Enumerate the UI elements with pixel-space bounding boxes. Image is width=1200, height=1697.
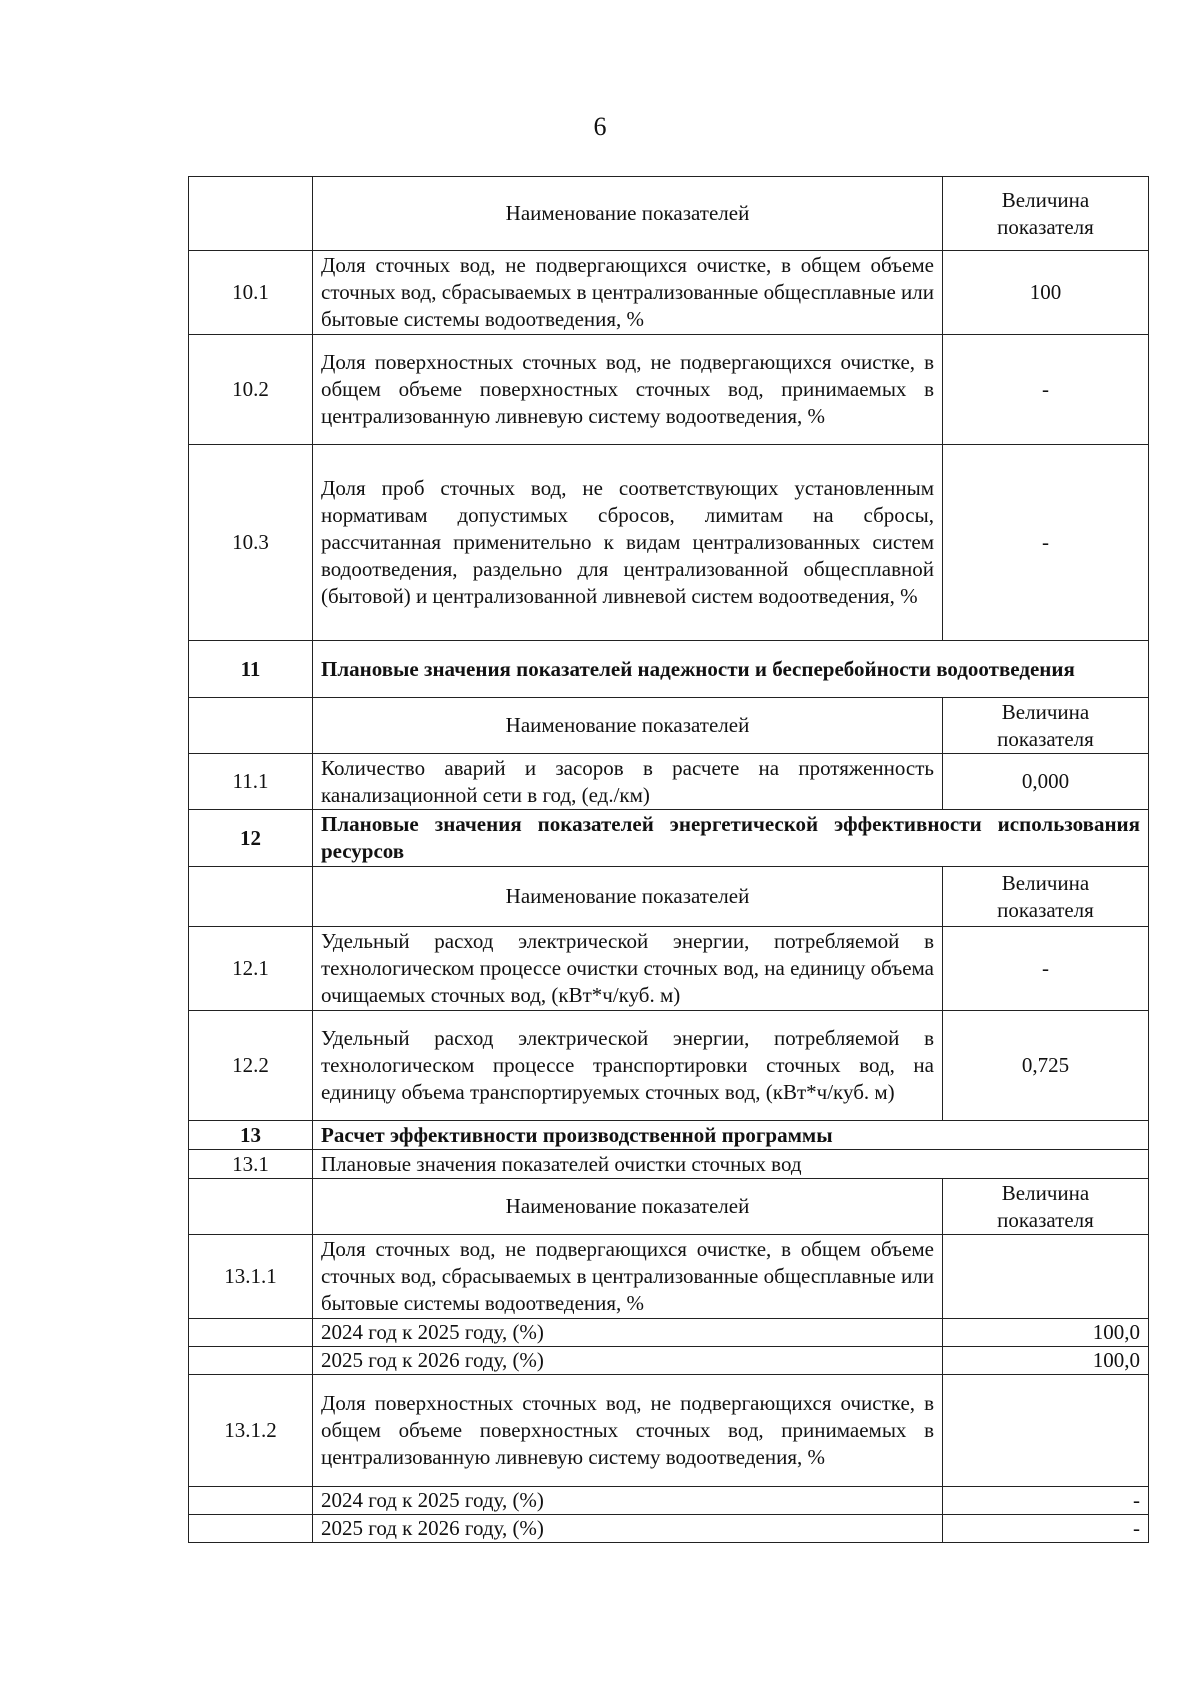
row-value: 0,000 — [943, 754, 1149, 810]
section-number: 12 — [189, 810, 313, 867]
row-value: 100,0 — [943, 1319, 1149, 1347]
header-num-cell — [189, 867, 313, 927]
row-text: 2024 год к 2025 году, (%) — [313, 1319, 943, 1347]
header-value-cell: Величина показателя — [943, 177, 1149, 251]
header-name-cell: Наименование показателей — [313, 1179, 943, 1235]
row-text: Доля поверхностных сточных вод, не подвергающихся очистке, в общем объеме поверхностных сточных вод, принимаемых в централизованную ливневую систему водоотведения, % — [313, 1375, 943, 1487]
row-number — [189, 1515, 313, 1543]
row-number: 13.1.1 — [189, 1235, 313, 1319]
subsection-number: 13.1 — [189, 1150, 313, 1179]
row-text: Доля проб сточных вод, не соответствующих установленным нормативам допустимых сбросов, лимитам на сбросы, рассчитанная применительно к видам централизованных систем водоотведения, раздельно для централизованной общесплавной (бытовой) и централизованной ливневой систем водоотведения, % — [313, 445, 943, 641]
header-value-cell: Величина показателя — [943, 1179, 1149, 1235]
row-number: 10.2 — [189, 335, 313, 445]
row-value: 0,725 — [943, 1011, 1149, 1121]
row-number — [189, 1347, 313, 1375]
row-text: Доля поверхностных сточных вод, не подвергающихся очистке, в общем объеме поверхностных сточных вод, принимаемых в централизованную ливневую систему водоотведения, % — [313, 335, 943, 445]
row-value: - — [943, 1487, 1149, 1515]
table-header-row — [189, 177, 1149, 251]
row-value: - — [943, 445, 1149, 641]
section-title: Плановые значения показателей энергетической эффективности использования ресурсов — [313, 810, 1149, 867]
table-header-row — [189, 1179, 1149, 1235]
indicators-table — [188, 176, 1149, 1543]
row-number: 13.1.2 — [189, 1375, 313, 1487]
table-row — [189, 1235, 1149, 1319]
row-number — [189, 1319, 313, 1347]
row-text: Количество аварий и засоров в расчете на протяженность канализационной сети в год, (ед./км) — [313, 754, 943, 810]
row-text: 2024 год к 2025 году, (%) — [313, 1487, 943, 1515]
header-name-cell: Наименование показателей — [313, 177, 943, 251]
row-number — [189, 1487, 313, 1515]
table-header-row — [189, 698, 1149, 754]
row-text: Удельный расход электрической энергии, потребляемой в технологическом процессе транспортировки сточных вод, на единицу объема транспортируемых сточных вод, (кВт*ч/куб. м) — [313, 1011, 943, 1121]
row-number: 12.2 — [189, 1011, 313, 1121]
table-row — [189, 335, 1149, 445]
section-row — [189, 641, 1149, 698]
table-row — [189, 251, 1149, 335]
row-value: - — [943, 335, 1149, 445]
section-title: Расчет эффективности производственной программы — [313, 1121, 1149, 1150]
header-num-cell — [189, 177, 313, 251]
row-value — [943, 1235, 1149, 1319]
section-row — [189, 810, 1149, 867]
row-value: - — [943, 1515, 1149, 1543]
row-text: 2025 год к 2026 году, (%) — [313, 1347, 943, 1375]
table-row — [189, 445, 1149, 641]
row-text: Доля сточных вод, не подвергающихся очистке, в общем объеме сточных вод, сбрасываемых в централизованные общесплавные или бытовые системы водоотведения, % — [313, 251, 943, 335]
section-number: 13 — [189, 1121, 313, 1150]
header-name-cell: Наименование показателей — [313, 867, 943, 927]
row-text: 2025 год к 2026 году, (%) — [313, 1515, 943, 1543]
row-number: 10.3 — [189, 445, 313, 641]
page-number: 6 — [593, 112, 607, 141]
year-row — [189, 1347, 1149, 1375]
row-number: 12.1 — [189, 927, 313, 1011]
year-row — [189, 1515, 1149, 1543]
row-value: 100 — [943, 251, 1149, 335]
header-num-cell — [189, 698, 313, 754]
section-number: 11 — [189, 641, 313, 698]
table-row — [189, 1011, 1149, 1121]
year-row — [189, 1487, 1149, 1515]
section-title: Плановые значения показателей надежности и бесперебойности водоотведения — [313, 641, 1149, 698]
row-value: 100,0 — [943, 1347, 1149, 1375]
row-text: Доля сточных вод, не подвергающихся очистке, в общем объеме сточных вод, сбрасываемых в централизованные общесплавные или бытовые системы водоотведения, % — [313, 1235, 943, 1319]
header-value-cell: Величина показателя — [943, 867, 1149, 927]
year-row — [189, 1319, 1149, 1347]
row-value: - — [943, 927, 1149, 1011]
row-text: Удельный расход электрической энергии, потребляемой в технологическом процессе очистки сточных вод, на единицу объема очищаемых сточных вод, (кВт*ч/куб. м) — [313, 927, 943, 1011]
table-row — [189, 754, 1149, 810]
row-number: 11.1 — [189, 754, 313, 810]
header-num-cell — [189, 1179, 313, 1235]
table-row — [189, 1375, 1149, 1487]
section-row — [189, 1121, 1149, 1150]
subsection-title: Плановые значения показателей очистки сточных вод — [313, 1150, 1149, 1179]
table-header-row — [189, 867, 1149, 927]
header-name-cell: Наименование показателей — [313, 698, 943, 754]
row-value — [943, 1375, 1149, 1487]
row-number: 10.1 — [189, 251, 313, 335]
subsection-row — [189, 1150, 1149, 1179]
header-value-cell: Величина показателя — [943, 698, 1149, 754]
table-row — [189, 927, 1149, 1011]
